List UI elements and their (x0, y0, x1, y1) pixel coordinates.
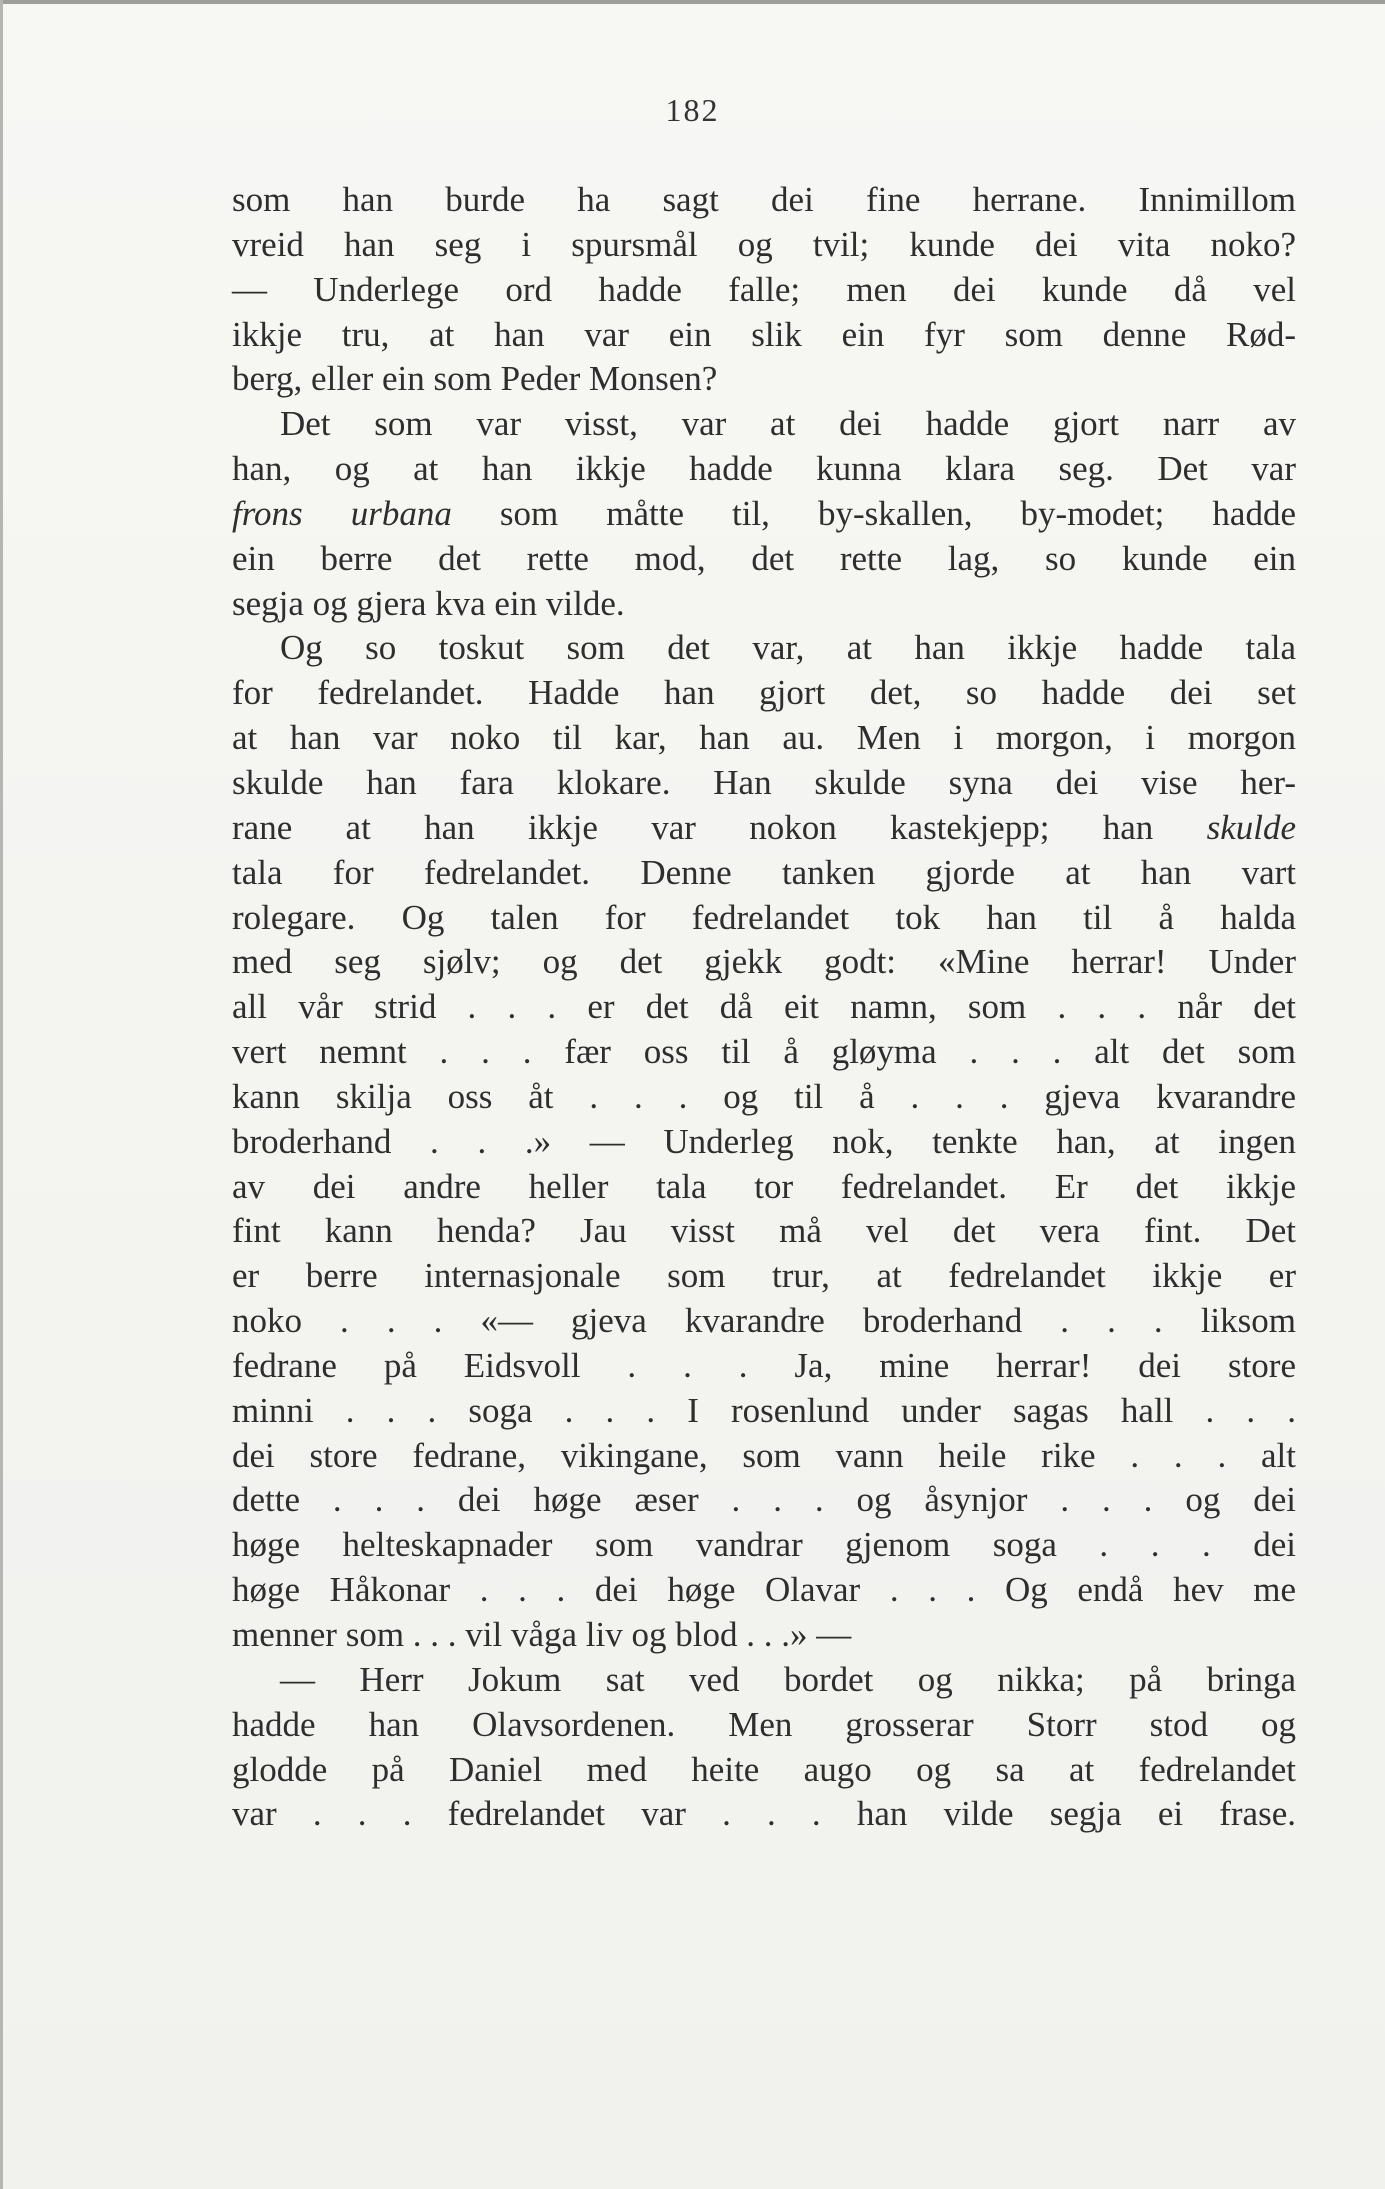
text-line: skulde han fara klokare. Han skulde syna dei vise her- (232, 762, 1296, 802)
text-line: kann skilja oss åt . . . og til å . . . gjeva kvarandre (232, 1076, 1296, 1116)
text-line: vert nemnt . . . fær oss til å gløyma . . . alt det som (232, 1032, 1296, 1072)
text-line: rolegare. Og talen for fedrelandet tok han til å halda (232, 897, 1296, 937)
text-line: av dei andre heller tala tor fedrelandet. Er det ikkje (232, 1166, 1296, 1206)
text-line: — Herr Jokum sat ved bordet og nikka; på bringa (280, 1659, 1296, 1699)
text-line: tala for fedrelandet. Denne tanken gjorde at han vart (232, 852, 1296, 892)
text-line (232, 492, 1296, 537)
body-text (232, 178, 1296, 1837)
text-line: ein berre det rette mod, det rette lag, so kunde ein (232, 538, 1296, 578)
text-line: at han var noko til kar, han au. Men i morgon, i morgon (232, 718, 1296, 758)
text-line: glodde på Daniel med heite augo og sa at fedrelandet (232, 1749, 1296, 1789)
text-line (232, 806, 1296, 851)
text-line: segja og gjera kva ein vilde. (232, 583, 625, 623)
text-line: som han burde ha sagt dei fine herrane. Innimillom (232, 180, 1296, 219)
text-line: vreid han seg i spursmål og tvil; kunde dei vita noko? (232, 224, 1296, 264)
text-line: høge helteskapnader som vandrar gjenom soga . . . dei (232, 1525, 1296, 1565)
text-line: menner som . . . vil våga liv og blod . . .» — (232, 1615, 852, 1654)
text-line: for fedrelandet. Hadde han gjort det, so hadde dei set (232, 673, 1296, 713)
text-line: med seg sjølv; og det gjekk godt: «Mine herrar! Under (232, 942, 1296, 982)
text-line: dei store fedrane, vikingane, som vann heile rike . . . alt (232, 1435, 1296, 1475)
text-line: minni . . . soga . . . I rosenlund under sagas hall . . . (232, 1390, 1296, 1430)
text-line: all vår strid . . . er det då eit namn, som . . . når det (232, 987, 1296, 1027)
text-line: — Underlege ord hadde falle; men dei kunde då vel (232, 269, 1296, 309)
text-line: fint kann henda? Jau visst må vel det vera fint. Det (232, 1211, 1296, 1251)
text-line: broderhand . . .» — Underleg nok, tenkte han, at ingen (232, 1121, 1296, 1161)
text-line: han, og at han ikkje hadde kunna klara seg. Det var (232, 449, 1296, 489)
text-fragment: som måtte til, by-skallen, by-modet; hadde (451, 493, 1296, 533)
text-line: hadde han Olavsordenen. Men grosserar Storr stod og (232, 1704, 1296, 1744)
text-fragment: rane at han ikkje var nokon kastekjepp; han (232, 807, 1207, 847)
text-line: fedrane på Eidsvoll . . . Ja, mine herrar! dei store (232, 1345, 1296, 1385)
text-line: Og so toskut som det var, at han ikkje hadde tala (280, 628, 1296, 668)
text-line: dette . . . dei høge æser . . . og åsynjor . . . og dei (232, 1480, 1296, 1520)
text-line: Det som var visst, var at dei hadde gjort narr av (280, 404, 1296, 444)
scan-top-edge (0, 0, 1385, 4)
text-line: høge Håkonar . . . dei høge Olavar . . . Og endå hev me (232, 1570, 1296, 1610)
italic-phrase: skulde (1206, 807, 1296, 847)
text-line: ikkje tru, at han var ein slik ein fyr som denne Rød- (232, 314, 1296, 354)
text-line: berg, eller ein som Peder Monsen? (232, 359, 718, 399)
scan-left-edge (0, 0, 3, 2189)
page-number: 182 (665, 92, 720, 128)
italic-phrase: frons urbana (232, 493, 452, 533)
text-line: noko . . . «— gjeva kvarandre broderhand . . . liksom (232, 1301, 1296, 1341)
text-line: var . . . fedrelandet var . . . han vilde segja ei frase. (232, 1794, 1296, 1834)
text-line: er berre internasjonale som trur, at fedrelandet ikkje er (232, 1256, 1296, 1296)
